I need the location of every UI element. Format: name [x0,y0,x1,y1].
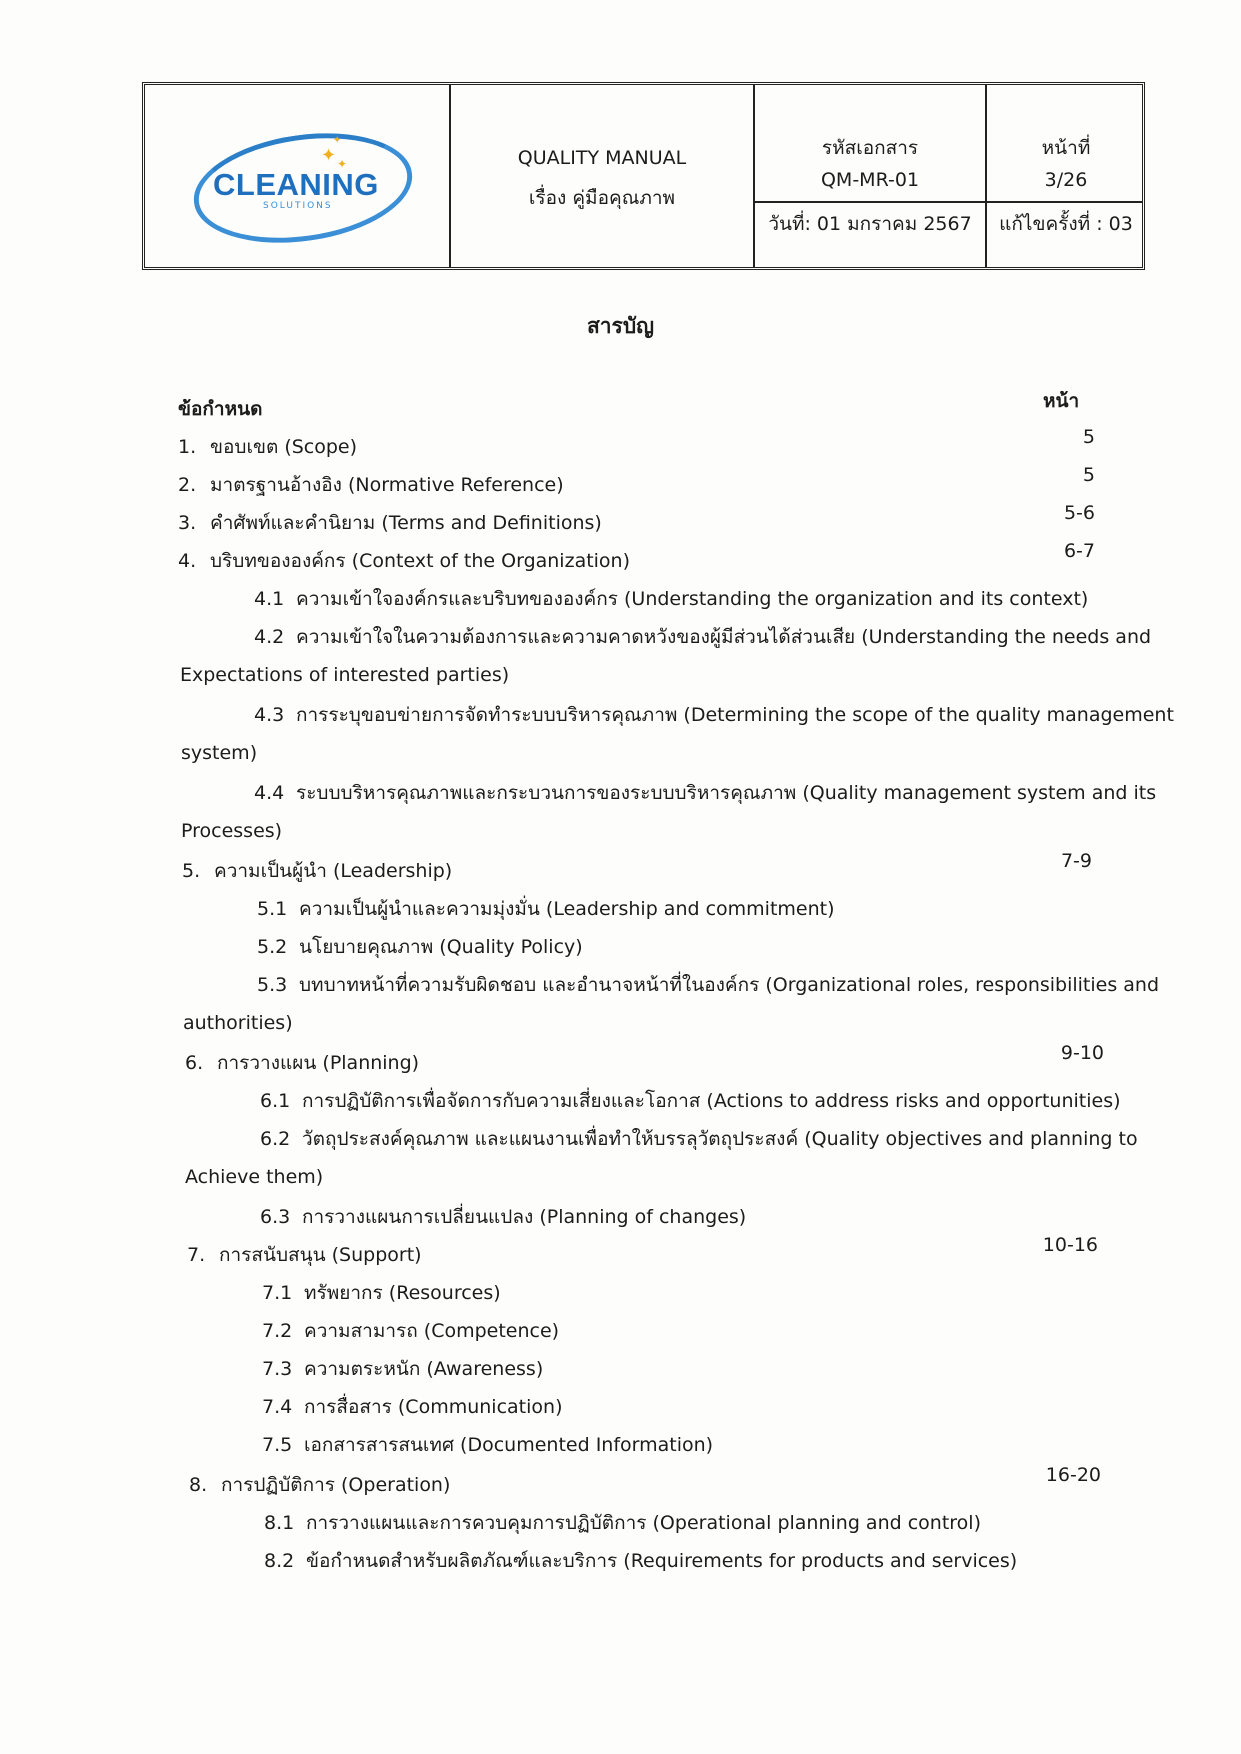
revision-number: แก้ไขครั้งที่ : 03 [999,213,1133,235]
page-number: 3/26 [1044,169,1088,191]
toc-subitem: 4.2 ความเข้าใจในความต้องการและความคาดหวังของผู้มีส่วนได้ส่วนเสีย (Understanding the needs and [254,626,1152,648]
toc-item: 5. ความเป็นผู้นำ (Leadership) [182,860,453,882]
toc-subitem: 6.2 วัตถุประสงค์คุณภาพ และแผนงานเพื่อทำให้บรรลุวัตถุประสงค์ (Quality objectives and planning to [260,1128,1138,1150]
document-header-table [142,82,1145,270]
manual-title: QUALITY MANUAL [517,147,687,169]
toc-subitem-cont: system) [181,742,258,764]
toc-subitem-cont: Achieve them) [185,1166,324,1188]
toc-page: 9-10 [1060,1042,1104,1064]
toc-subitem: 7.1 ทรัพยากร (Resources) [262,1282,501,1304]
toc-subitem: 5.3 บทบาทหน้าที่ความรับผิดชอบ และอำนาจหน้าที่ในองค์กร (Organizational roles, responsibilities and [257,974,1160,996]
toc-page: 7-9 [1060,850,1092,872]
toc-subitem-cont: Processes) [181,820,283,842]
toc-subitem: 5.2 นโยบายคุณภาพ (Quality Policy) [257,936,583,958]
toc-page: 16-20 [1045,1464,1101,1486]
toc-subitem: 8.1 การวางแผนและการควบคุมการปฏิบัติการ (Operational planning and control) [264,1512,981,1534]
toc-item: 2. มาตรฐานอ้างอิง (Normative Reference) [178,474,564,496]
toc-item: 7. การสนับสนุน (Support) [187,1244,422,1266]
toc-column-page: หน้า [1043,390,1080,412]
page-label: หน้าที่ [1041,137,1091,159]
toc-item: 1. ขอบเขต (Scope) [178,436,358,458]
toc-subitem: 7.4 การสื่อสาร (Communication) [262,1396,563,1418]
toc-subitem: 4.4 ระบบบริหารคุณภาพและกระบวนการของระบบบริหารคุณภาพ (Quality management system and its [254,782,1157,804]
toc-subitem: 4.1 ความเข้าใจองค์กรและบริบทขององค์กร (Understanding the organization and its context) [254,588,1089,610]
toc-subitem: 7.2 ความสามารถ (Competence) [262,1320,560,1342]
toc-page: 5 [1082,464,1095,486]
doc-code: QM-MR-01 [820,169,920,191]
toc-item: 6. การวางแผน (Planning) [185,1052,420,1074]
toc-subitem: 8.2 ข้อกำหนดสำหรับผลิตภัณฑ์และบริการ (Requirements for products and services) [264,1550,1018,1572]
company-logo: CLEANING SOLUTIONS ✦ ✦ ✦ [145,85,451,267]
toc-subitem: 6.3 การวางแผนการเปลี่ยนแปลง (Planning of changes) [260,1206,747,1228]
toc-subitem-cont: authorities) [183,1012,293,1034]
toc-subitem: 6.1 การปฏิบัติการเพื่อจัดการกับความเสี่ยงและโอกาส (Actions to address risks and opportunities) [260,1090,1121,1112]
toc-subitem: 5.1 ความเป็นผู้นำและความมุ่งมั่น (Leadership and commitment) [257,898,835,920]
toc-title: สารบัญ [586,314,655,338]
doc-code-label: รหัสเอกสาร [821,137,919,159]
toc-item: 8. การปฏิบัติการ (Operation) [189,1474,451,1496]
toc-page: 6-7 [1063,540,1095,562]
toc-subitem: 4.3 การระบุขอบข่ายการจัดทำระบบบริหารคุณภาพ (Determining the scope of the quality management [254,704,1174,726]
toc-item: 4. บริบทขององค์กร (Context of the Organization) [178,550,631,572]
toc-item: 3. คำศัพท์และคำนิยาม (Terms and Definitions) [178,512,602,534]
doc-date: วันที่: 01 มกราคม 2567 [768,213,972,235]
toc-page: 10-16 [1042,1234,1098,1256]
toc-subitem: 7.5 เอกสารสารสนเทศ (Documented Information) [262,1434,714,1456]
toc-page: 5-6 [1063,502,1095,524]
toc-subitem: 7.3 ความตระหนัก (Awareness) [262,1358,544,1380]
toc-subitem-cont: Expectations of interested parties) [180,664,510,686]
toc-page: 5 [1082,426,1095,448]
toc-column-clause: ข้อกำหนด [178,398,263,420]
manual-subject: เรื่อง คู่มือคุณภาพ [528,187,676,209]
